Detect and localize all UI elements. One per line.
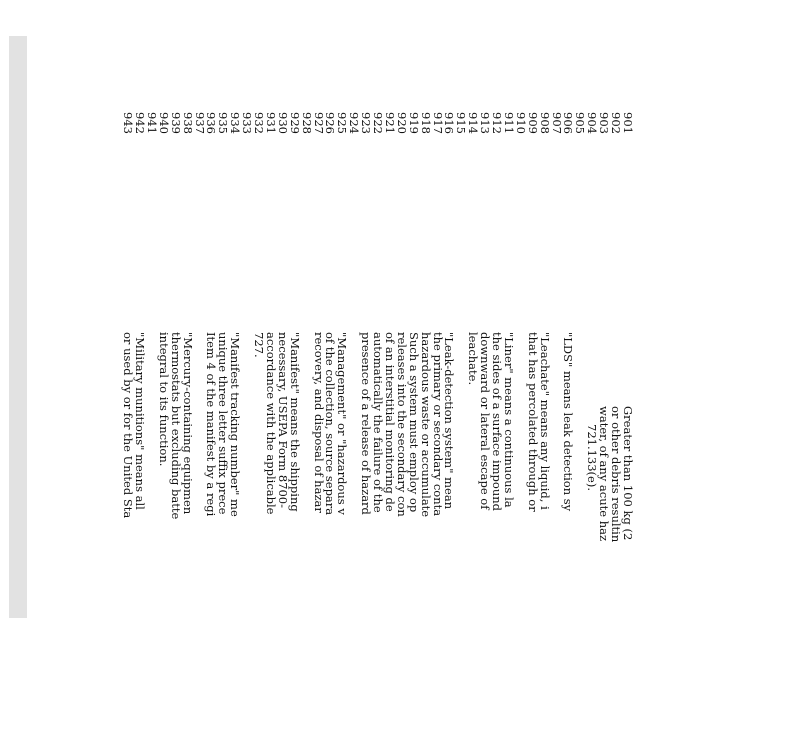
- line-text: 727.: [252, 332, 267, 358]
- line-number: 929: [287, 112, 302, 134]
- line-text: "Leak-detection system" mean: [442, 332, 457, 510]
- line-text: integral to its function.: [156, 332, 171, 467]
- line-text: unique three letter suffix prece: [216, 332, 231, 515]
- line-number: 918: [418, 112, 433, 134]
- document-line: [122, 112, 134, 730]
- document-line: [551, 112, 563, 730]
- document-line: [527, 112, 539, 730]
- line-number: 931: [264, 112, 278, 134]
- line-text: "Mercury-containing equipmen: [180, 332, 195, 515]
- line-text: "Manifest tracking number" me: [228, 332, 243, 517]
- line-number: 939: [168, 112, 183, 134]
- line-number: 938: [180, 112, 195, 134]
- line-number: 907: [549, 112, 564, 134]
- document-line: [217, 112, 229, 730]
- line-text: leachate.: [466, 332, 481, 386]
- document-line: [325, 112, 337, 730]
- document-line: [479, 112, 491, 730]
- document-line: [301, 112, 313, 730]
- document-line: [336, 112, 348, 730]
- line-number: 909: [525, 112, 540, 134]
- line-text: of the collection, source separa: [323, 332, 338, 516]
- line-text: "LDS" means leak detection sy: [561, 332, 576, 512]
- line-number: 914: [466, 112, 481, 134]
- document-line: [467, 112, 479, 730]
- document-line: [313, 112, 325, 730]
- document-line: [563, 112, 575, 730]
- document-line: [432, 112, 444, 730]
- line-number: 901: [621, 112, 635, 134]
- line-number: 941: [145, 112, 159, 134]
- page-edge-shadow: [9, 36, 27, 618]
- line-number: 915: [454, 112, 469, 134]
- document-line: [408, 112, 420, 730]
- document-line: [289, 112, 301, 730]
- line-number: 922: [371, 112, 386, 134]
- document-line: [146, 112, 158, 730]
- line-number: 926: [323, 112, 338, 134]
- document-line: [491, 112, 503, 730]
- document-line: [253, 112, 265, 730]
- line-text: "Military munitions" means all: [133, 332, 148, 510]
- document-line: [539, 112, 551, 730]
- line-number: 928: [299, 112, 314, 134]
- line-text: "Leachate" means any liquid, i: [537, 332, 552, 510]
- line-text: releases into the secondary con: [394, 332, 409, 517]
- line-text: Such a system must employ op: [406, 332, 421, 513]
- line-number: 919: [406, 112, 421, 134]
- line-number: 912: [490, 112, 505, 134]
- document-line: [182, 112, 194, 730]
- document-line: [384, 112, 396, 730]
- line-text: the primary or secondary conta: [430, 332, 445, 517]
- document-line: [396, 112, 408, 730]
- line-text: Item 4 of the manifest by a regi: [204, 332, 219, 517]
- document-line: [420, 112, 432, 730]
- line-text: thermostats but excluding batte: [168, 332, 183, 520]
- line-text: Greater than 100 kg (2: [621, 406, 635, 541]
- line-text: recovery, and disposal of hazar: [311, 332, 326, 513]
- line-text: 721.133(e).: [585, 424, 600, 491]
- line-number: 942: [133, 112, 148, 134]
- line-number: 904: [585, 112, 600, 134]
- document-line: [348, 112, 360, 730]
- line-text: or used by or for the United Sta: [121, 332, 136, 519]
- document-line: [586, 112, 598, 730]
- document-line: [241, 112, 253, 730]
- line-number: 917: [430, 112, 445, 134]
- line-number: 924: [347, 112, 362, 134]
- line-text: the sides of a surface impound: [490, 332, 505, 512]
- document-line: [360, 112, 372, 730]
- line-text: downward or lateral escape of: [478, 332, 493, 510]
- document-line: [622, 112, 634, 730]
- line-text: accordance with the applicable: [264, 332, 278, 515]
- line-number: 903: [597, 112, 612, 134]
- document-line: [206, 112, 218, 730]
- line-number: 933: [240, 112, 255, 134]
- line-text: necessary, USEPA Form 8700-: [275, 332, 290, 508]
- line-text: "Manifest" means the shipping: [287, 332, 302, 512]
- line-text: of an interstitial monitoring de: [383, 332, 397, 512]
- line-number: 906: [561, 112, 576, 134]
- document-line: [610, 112, 622, 730]
- line-text: that has percolated through or: [525, 332, 540, 512]
- line-number: 936: [204, 112, 219, 134]
- line-number: 937: [192, 112, 207, 134]
- line-text: hazardous waste or accumulate: [418, 332, 433, 518]
- document-line: [598, 112, 610, 730]
- line-number: 921: [383, 112, 397, 134]
- line-number: 908: [537, 112, 552, 134]
- document-line: [170, 112, 182, 730]
- line-text: or other debris resultin: [609, 406, 624, 543]
- document-line: [265, 112, 277, 730]
- line-number: 923: [359, 112, 374, 134]
- document-body: [121, 112, 635, 730]
- line-number: 930: [275, 112, 290, 134]
- document-line: [503, 112, 515, 730]
- line-number: 913: [478, 112, 493, 134]
- line-number: 910: [513, 112, 528, 134]
- line-number: 934: [228, 112, 243, 134]
- line-number: 902: [609, 112, 624, 134]
- document-line: [372, 112, 384, 730]
- line-number: 940: [156, 112, 171, 134]
- line-number: 905: [573, 112, 588, 134]
- line-number: 911: [502, 112, 516, 134]
- line-text: "Liner" means a continuous la: [502, 332, 516, 508]
- document-line: [158, 112, 170, 730]
- line-number: 927: [311, 112, 326, 134]
- line-text: "Management" or "hazardous v: [335, 332, 350, 515]
- line-text: water, of any acute haz: [597, 406, 612, 542]
- rotated-document-scan: [121, 112, 635, 730]
- document-line: [277, 112, 289, 730]
- line-number: 920: [394, 112, 409, 134]
- document-line: [455, 112, 467, 730]
- document-line: [229, 112, 241, 730]
- document-line: [444, 112, 456, 730]
- line-number: 935: [216, 112, 231, 134]
- document-line: [194, 112, 206, 730]
- document-line: [515, 112, 527, 730]
- line-number: 925: [335, 112, 350, 134]
- line-text: presence of a release of hazard: [359, 332, 374, 515]
- line-number: 932: [252, 112, 267, 134]
- line-text: automatically the failure of the: [371, 332, 386, 513]
- line-number: 943: [121, 112, 136, 134]
- document-line: [134, 112, 146, 730]
- document-line: [574, 112, 586, 730]
- line-number: 916: [442, 112, 457, 134]
